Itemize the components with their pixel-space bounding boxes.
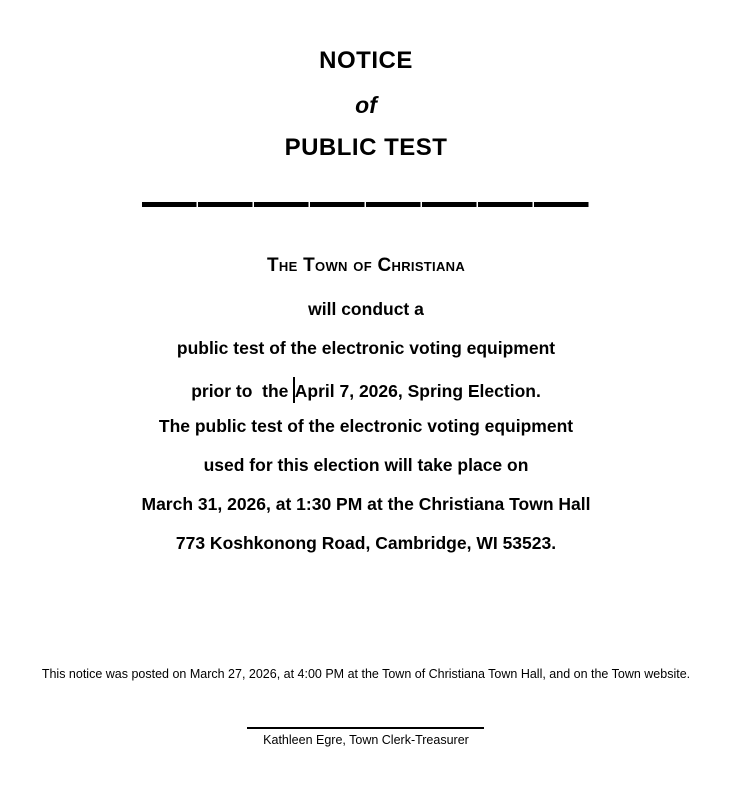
body-line-prior-before-cursor: prior to the: [191, 381, 294, 401]
notice-title-connector[interactable]: of: [355, 92, 377, 118]
signature-caption[interactable]: Kathleen Egre, Town Clerk-Treasurer: [263, 733, 469, 747]
signature-line: [247, 727, 484, 729]
title-divider-line: [142, 202, 589, 207]
body-line-address[interactable]: 773 Koshkonong Road, Cambridge, WI 53523.: [175, 533, 557, 553]
notice-title[interactable]: NOTICE: [319, 47, 413, 74]
notice-subtitle[interactable]: PUBLIC TEST: [284, 134, 448, 161]
body-line-date-time-place[interactable]: March 31, 2026, at 1:30 PM at the Christiana Town Hall: [141, 494, 591, 514]
body-line-used-for-election[interactable]: used for this election will take place on: [203, 455, 529, 475]
body-line-test-repeat[interactable]: The public test of the electronic voting equipment: [158, 416, 574, 436]
body-line-prior-after-cursor: April 7, 2026, Spring Election.: [294, 381, 541, 401]
posting-statement[interactable]: This notice was posted on March 27, 2026, at 4:00 PM at the Town of Christiana Town Hall, and on the Town website.: [41, 667, 691, 681]
body-line-public-test[interactable]: public test of the electronic voting equipment: [176, 338, 556, 358]
organization-name[interactable]: The Town of Christiana: [266, 255, 466, 276]
body-line-prior-election[interactable]: [0, 377, 732, 403]
body-line-conduct[interactable]: will conduct a: [308, 299, 424, 319]
